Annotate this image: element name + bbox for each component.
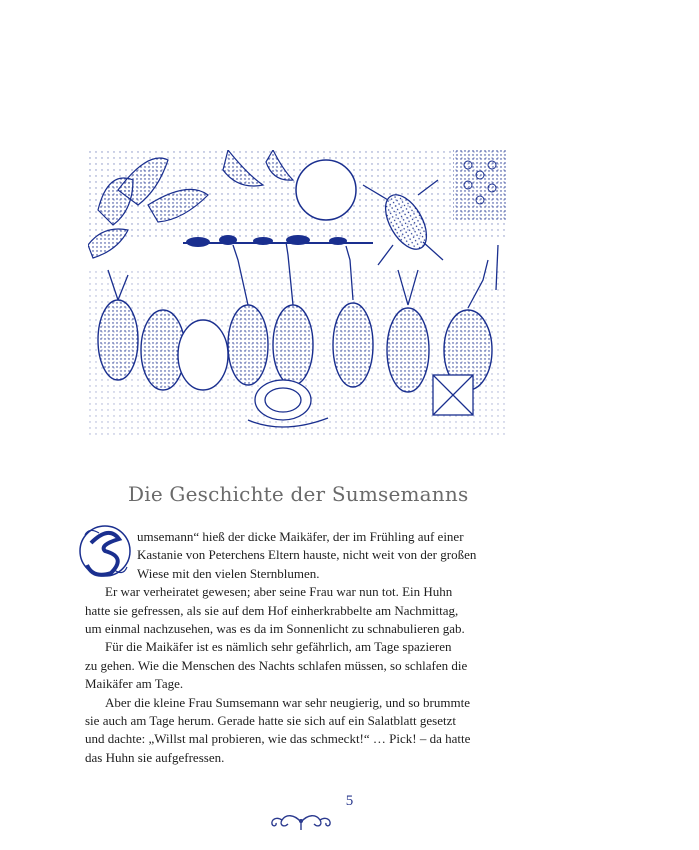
text-line: Aber die kleine Frau Sumsemann war sehr neugierig, und so brummte — [105, 694, 470, 710]
body-text — [85, 528, 525, 767]
text-line: Für die Maikäfer ist es nämlich sehr gefährlich, am Tage spazieren — [105, 639, 452, 655]
text-line: Kastanie von Peterchens Eltern hauste, nicht weit von der großen — [137, 547, 477, 563]
text-line: sie auch am Tage herum. Gerade hatte sie sich auf ein Salatblatt gesetzt — [85, 713, 457, 729]
text-line: das Huhn sie aufgefressen. — [85, 749, 225, 765]
text-line: umsemann“ hieß der dicke Maikäfer, der im Frühling auf einer — [137, 529, 464, 544]
text-line: Er war verheiratet gewesen; aber seine Frau war nun tot. Ein Huhn — [105, 584, 453, 600]
flourish-ornament-icon — [268, 812, 334, 832]
text-line: zu gehen. Wie die Menschen des Nachts schlafen müssen, so schlafen die — [85, 657, 468, 673]
text-line: Wiese mit den vielen Sternblumen. — [137, 565, 320, 581]
chapter-title: Die Geschichte der Sumsemanns — [128, 482, 469, 506]
chapter-illustration — [88, 150, 506, 438]
text-line: hatte sie gefressen, als sie auf dem Hof einherkrabbelte am Nachmittag, — [85, 602, 459, 618]
text-line: und dachte: „Willst mal probieren, wie das schmeckt!“ … Pick! – da hatte — [85, 731, 471, 747]
beetles-orchestra-illustration — [88, 150, 506, 438]
ornament-footer — [268, 812, 334, 832]
text-line: um einmal nachzusehen, was es da im Sonnenlicht zu schnabulieren gab. — [85, 621, 465, 637]
page-number: 5 — [345, 793, 354, 809]
text-line: Maikäfer am Tage. — [85, 676, 184, 692]
